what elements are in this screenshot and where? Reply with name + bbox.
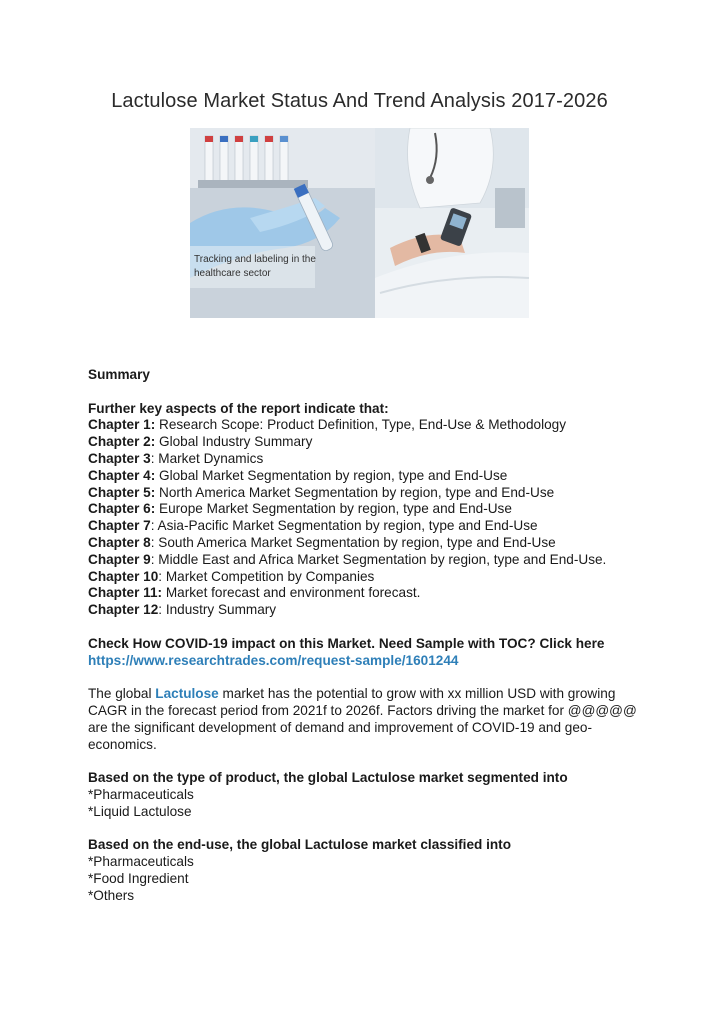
list-item: *Liquid Lactulose — [88, 803, 192, 819]
chapter-line: Chapter 4: Global Market Segmentation by region, type and End-Use — [88, 467, 508, 483]
chapter-line: Chapter 8: South America Market Segmentation by region, type and End-Use — [88, 534, 556, 550]
end-use-heading: Based on the end-use, the global Lactulose market classified into — [88, 837, 512, 853]
chapter-line: Chapter 10: Market Competition by Companies — [88, 568, 375, 584]
chapter-line: Chapter 6: Europe Market Segmentation by region, type and End-Use — [88, 501, 512, 517]
summary-heading: Summary — [88, 367, 150, 382]
lactulose-keyword: Lactulose — [155, 686, 219, 702]
chapter-line: Chapter 3: Market Dynamics — [88, 450, 264, 466]
request-sample-link[interactable]: https://www.researchtrades.com/request-sample/1601244 — [88, 652, 459, 668]
hero-caption-line1: Tracking and labeling in the — [194, 254, 316, 265]
chapter-line: Chapter 7: Asia-Pacific Market Segmentation by region, type and End-Use — [88, 518, 538, 534]
list-item: *Pharmaceuticals — [88, 854, 194, 870]
list-item: *Food Ingredient — [88, 870, 189, 886]
report-body — [88, 367, 648, 905]
key-aspects-heading: Further key aspects of the report indicate that: — [88, 400, 389, 416]
page-title: Lactulose Market Status And Trend Analysis 2017-2026 — [111, 90, 608, 112]
list-item: *Pharmaceuticals — [88, 786, 194, 802]
list-item: *Others — [88, 887, 135, 903]
chapter-line: Chapter 12: Industry Summary — [88, 602, 277, 618]
hero-image — [190, 128, 529, 318]
hero-caption-line2: healthcare sector — [194, 268, 271, 279]
chapter-line: Chapter 9: Middle East and Africa Market Segmentation by region, type and End-Use. — [88, 551, 607, 567]
chapter-line: Chapter 1: Research Scope: Product Definition, Type, End-Use & Methodology — [88, 417, 567, 433]
product-type-heading: Based on the type of product, the global Lactulose market segmented into — [88, 770, 568, 786]
chapter-line: Chapter 11: Market forecast and environment forecast. — [88, 585, 421, 601]
market-paragraph: The global Lactulose market has the potential to grow with xx million USD with growing CAGR in the forecast period from 2021f to 2026f. Factors driving the market for @@@@@ are the significant development of demand and improvement of COVID-19 and geo-economics. — [88, 686, 637, 752]
chapter-line: Chapter 5: North America Market Segmentation by region, type and End-Use — [88, 484, 555, 500]
covid-notice: Check How COVID-19 impact on this Market. Need Sample with TOC? Click here https://www.researchtrades.com/request-sample/1601244 — [88, 635, 605, 668]
chapter-line: Chapter 2: Global Industry Summary — [88, 434, 313, 450]
